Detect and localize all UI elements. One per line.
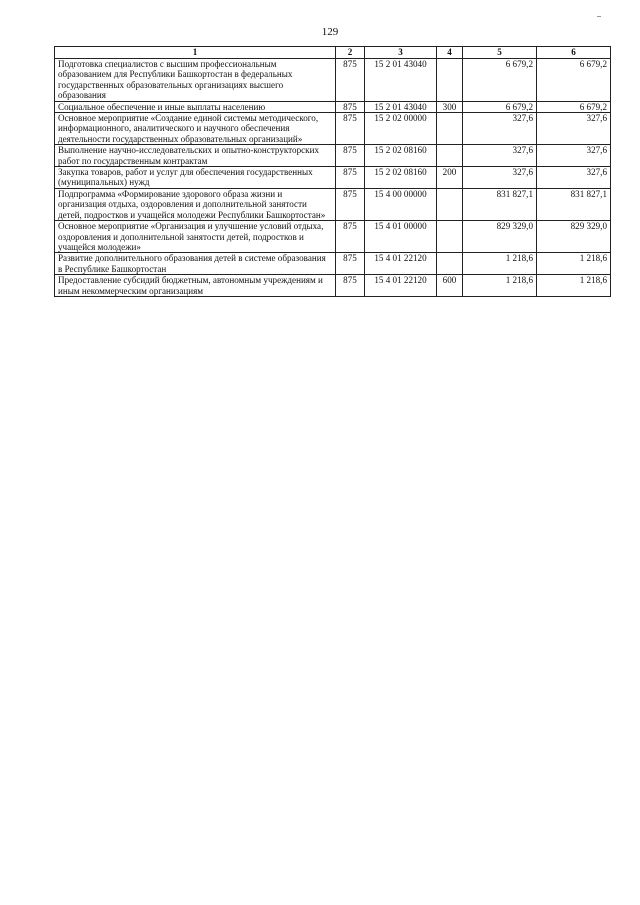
row-expense-type [437,221,463,253]
table-row [55,275,611,297]
row-expense-type [437,188,463,220]
row-target-article: 15 2 02 08160 [365,145,437,167]
row-amount-1: 327,6 [463,167,537,189]
row-name: Подпрограмма «Формирование здорового образа жизни и организация отдыха, оздоровления и дополнительной занятости детей, подростков и учащейся молодежи Республики Башкортостан» [55,188,336,220]
row-target-article: 15 4 01 00000 [365,221,437,253]
row-amount-1: 829 329,0 [463,221,537,253]
row-amount-1: 6 679,2 [463,59,537,102]
row-expense-type [437,59,463,102]
row-target-article: 15 4 01 22120 [365,275,437,297]
budget-table [54,46,611,297]
row-amount-2: 831 827,1 [537,188,611,220]
row-department-code: 875 [336,221,365,253]
row-target-article: 15 4 00 00000 [365,188,437,220]
row-amount-2: 6 679,2 [537,59,611,102]
row-name: Социальное обеспечение и иные выплаты населению [55,101,336,112]
row-expense-type [437,253,463,275]
row-name: Закупка товаров, работ и услуг для обеспечения государственных (муниципальных) нужд [55,167,336,189]
row-amount-2: 1 218,6 [537,275,611,297]
row-amount-1: 6 679,2 [463,101,537,112]
header-col-amount-2: 6 [537,47,611,59]
header-col-department: 2 [336,47,365,59]
row-amount-2: 327,6 [537,145,611,167]
row-name: Подготовка специалистов с высшим профессиональным образованием для Республики Башкортостан в федеральных государственных образовательных организациях высшего образования [55,59,336,102]
row-target-article: 15 2 02 08160 [365,167,437,189]
header-col-name: 1 [55,47,336,59]
table-row [55,145,611,167]
row-amount-1: 1 218,6 [463,253,537,275]
row-expense-type: 200 [437,167,463,189]
row-amount-2: 6 679,2 [537,101,611,112]
table-row [55,188,611,220]
row-department-code: 875 [336,275,365,297]
row-expense-type: 300 [437,101,463,112]
row-target-article: 15 2 02 00000 [365,113,437,145]
table-header-row [55,47,611,59]
page-number: 129 [321,26,339,38]
row-department-code: 875 [336,113,365,145]
row-target-article: 15 2 01 43040 [365,101,437,112]
row-department-code: 875 [336,167,365,189]
row-amount-2: 327,6 [537,113,611,145]
row-name: Развитие дополнительного образования детей в системе образования в Республике Башкортостан [55,253,336,275]
row-name: Выполнение научно-исследовательских и опытно-конструкторских работ по государственным контрактам [55,145,336,167]
row-expense-type [437,145,463,167]
row-expense-type [437,113,463,145]
table-row [55,167,611,189]
row-target-article: 15 2 01 43040 [365,59,437,102]
row-amount-1: 327,6 [463,113,537,145]
row-amount-2: 1 218,6 [537,253,611,275]
header-col-amount-1: 5 [463,47,537,59]
table-row [55,253,611,275]
table-row [55,113,611,145]
row-expense-type: 600 [437,275,463,297]
row-amount-1: 831 827,1 [463,188,537,220]
row-department-code: 875 [336,101,365,112]
row-name: Предоставление субсидий бюджетным, автономным учреждениям и иным некоммерческим организациям [55,275,336,297]
header-col-expense-type: 4 [437,47,463,59]
row-amount-1: 1 218,6 [463,275,537,297]
row-department-code: 875 [336,145,365,167]
row-department-code: 875 [336,188,365,220]
table-row [55,101,611,112]
row-target-article: 15 4 01 22120 [365,253,437,275]
row-name: Основное мероприятие «Создание единой системы методического, информационного, аналитического и научного обеспечения деятельности государственных образовательных организаций» [55,113,336,145]
row-name: Основное мероприятие «Организация и улучшение условий отдыха, оздоровления и дополнительной занятости детей, подростков и учащейся молодежи» [55,221,336,253]
row-department-code: 875 [336,59,365,102]
row-department-code: 875 [336,253,365,275]
header-col-target-article: 3 [365,47,437,59]
row-amount-1: 327,6 [463,145,537,167]
table-row [55,59,611,102]
row-amount-2: 829 329,0 [537,221,611,253]
row-amount-2: 327,6 [537,167,611,189]
table-row [55,221,611,253]
scan-mark [597,16,601,17]
